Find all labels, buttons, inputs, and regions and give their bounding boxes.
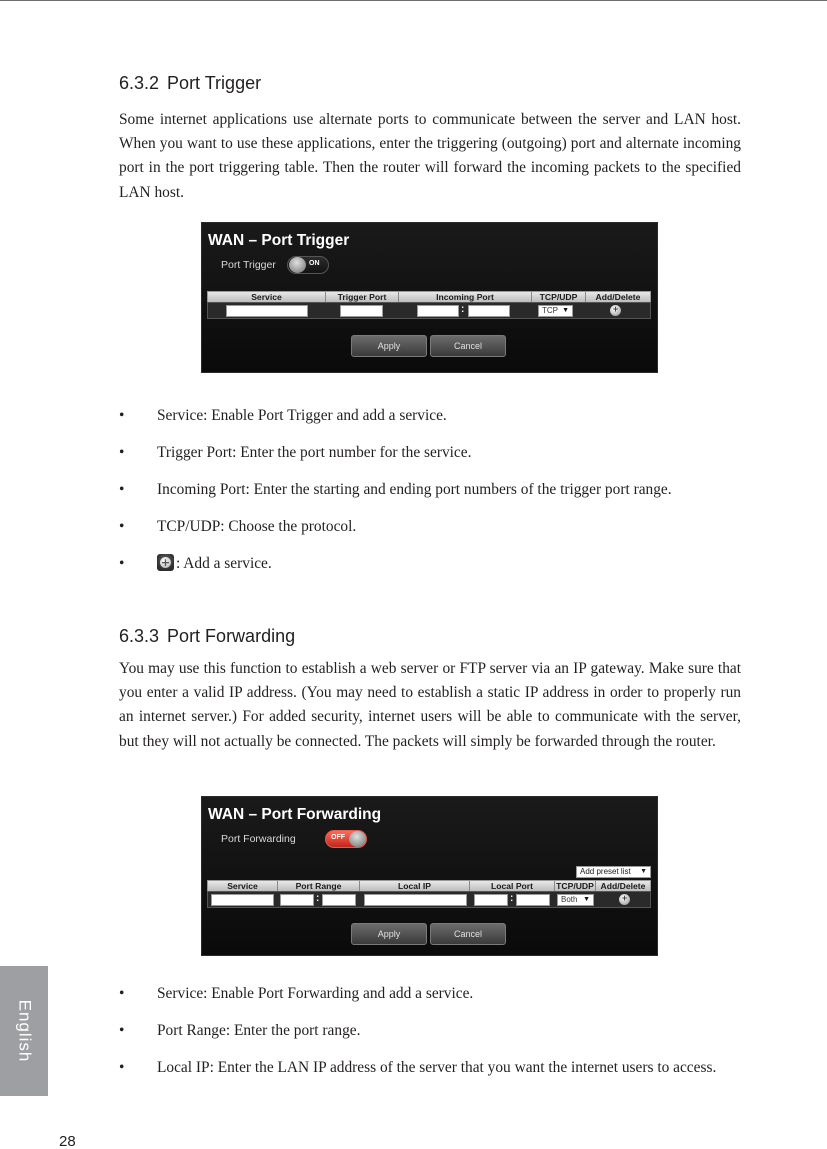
list-item: • Incoming Port: Enter the starting and ending port numbers of the trigger port range. xyxy=(119,479,741,501)
local-ip-input[interactable] xyxy=(364,894,467,906)
port-forwarding-label: Port Forwarding xyxy=(221,833,296,845)
col-add-delete: Add/Delete xyxy=(600,881,646,891)
list-item: +• : Add a service. xyxy=(119,553,741,575)
chevron-down-icon: ▼ xyxy=(640,868,647,875)
range-separator: : xyxy=(510,893,514,904)
col-local-ip: Local IP xyxy=(360,881,470,891)
col-tcp-udp: TCP/UDP xyxy=(532,292,586,302)
protocol-value: Both xyxy=(561,895,578,904)
service-input[interactable] xyxy=(226,305,308,317)
preset-list-select[interactable] xyxy=(576,866,651,878)
chevron-down-icon: ▼ xyxy=(562,307,569,314)
port-trigger-bullets xyxy=(119,405,741,575)
list-item: • Trigger Port: Enter the port number for the service. xyxy=(119,442,741,464)
col-service: Service xyxy=(208,292,326,302)
col-trigger-port: Trigger Port xyxy=(326,292,399,302)
section-heading-port-forwarding xyxy=(119,626,295,647)
port-forwarding-toggle[interactable] xyxy=(325,830,367,848)
page-number: 28 xyxy=(59,1133,76,1149)
protocol-select[interactable] xyxy=(557,894,594,906)
toggle-knob xyxy=(289,257,306,273)
range-separator: : xyxy=(316,893,320,904)
port-forwarding-screenshot xyxy=(201,796,658,956)
list-item: • Port Range: Enter the port range. xyxy=(119,1020,741,1042)
service-input[interactable] xyxy=(211,894,274,906)
protocol-select[interactable] xyxy=(538,305,573,317)
trigger-port-input[interactable] xyxy=(340,305,383,317)
apply-button[interactable]: Apply xyxy=(351,923,427,945)
list-item: • Service: Enable Port Forwarding and add a service. xyxy=(119,983,741,1005)
range-separator: : xyxy=(461,304,465,315)
col-service: Service xyxy=(208,881,278,891)
toggle-state: ON xyxy=(309,260,320,267)
list-item: • Service: Enable Port Trigger and add a service. xyxy=(119,405,741,427)
preset-label: Add preset list xyxy=(580,867,631,876)
col-incoming-port: Incoming Port xyxy=(399,292,532,302)
cancel-button[interactable]: Cancel xyxy=(430,923,506,945)
port-forwarding-paragraph: You may use this function to establish a web server or FTP server via an IP gateway. Make sure that you enter a valid IP address. (You may need to establish a static IP address in order to properly run an internet server.) For added security, internet users will be able to communicate with the server, but they will not actually be connected. The packets will simply be forwarded through the router. xyxy=(119,660,741,750)
list-item: • TCP/UDP: Choose the protocol. xyxy=(119,516,741,538)
apply-button[interactable]: Apply xyxy=(351,335,427,357)
add-circle-icon xyxy=(157,554,174,571)
section-title: Port Forwarding xyxy=(167,626,296,646)
add-circle-icon[interactable] xyxy=(610,305,621,316)
col-tcp-udp: TCP/UDP xyxy=(555,881,596,891)
add-circle-icon[interactable] xyxy=(619,894,630,905)
top-rule xyxy=(0,0,827,1)
port-range-start-input[interactable] xyxy=(280,894,314,906)
col-port-range: Port Range xyxy=(278,881,360,891)
panel-title: WAN – Port Trigger xyxy=(208,232,350,249)
section-number: 6.3.2 xyxy=(119,73,160,93)
incoming-port-start-input[interactable] xyxy=(417,305,459,317)
port-trigger-screenshot xyxy=(201,222,658,373)
col-local-port: Local Port xyxy=(470,881,555,891)
section-heading-port-trigger xyxy=(119,73,261,94)
local-port-end-input[interactable] xyxy=(516,894,550,906)
table-row xyxy=(207,891,651,908)
panel-title: WAN – Port Forwarding xyxy=(208,806,382,823)
protocol-value: TCP xyxy=(542,306,558,315)
port-trigger-paragraph: Some internet applications use alternate ports to communicate between the server and LAN host. When you want to use these applications, enter the triggering (outgoing) port and alternate incoming port in the port triggering table. Then the router will forward the incoming packets to the specified LAN host. xyxy=(119,111,741,201)
port-trigger-toggle[interactable] xyxy=(287,256,329,274)
list-item: • Local IP: Enter the LAN IP address of the server that you want the internet users to access. xyxy=(119,1057,741,1079)
toggle-state: OFF xyxy=(331,834,345,841)
port-trigger-label: Port Trigger xyxy=(221,259,276,271)
table-row xyxy=(207,302,651,319)
section-title: Port Trigger xyxy=(167,73,262,93)
chevron-down-icon: ▼ xyxy=(583,896,590,903)
language-side-tab xyxy=(0,966,48,1096)
col-add-delete: Add/Delete xyxy=(595,292,641,302)
port-range-end-input[interactable] xyxy=(322,894,356,906)
language-label: English xyxy=(15,999,35,1063)
cancel-button[interactable]: Cancel xyxy=(430,335,506,357)
incoming-port-end-input[interactable] xyxy=(468,305,510,317)
section-number: 6.3.3 xyxy=(119,626,160,646)
port-forwarding-bullets xyxy=(119,983,741,1079)
local-port-start-input[interactable] xyxy=(474,894,508,906)
toggle-knob xyxy=(349,831,366,847)
